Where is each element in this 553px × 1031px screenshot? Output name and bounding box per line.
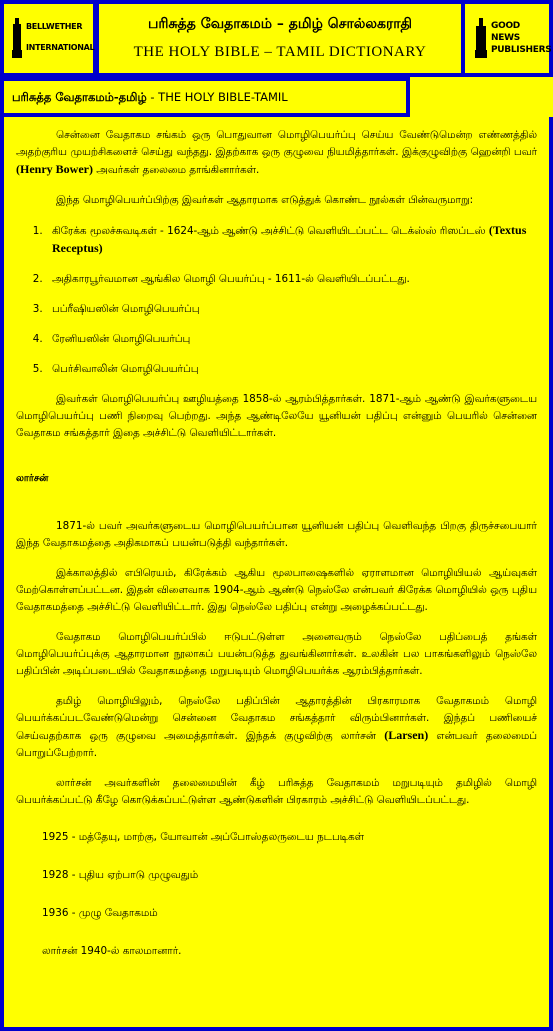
year-line: 1928 - புதிய ஏற்பாடு முழுவதும்: [42, 869, 199, 881]
list-item: 5. பெர்சிவாலின் மொழிபெயர்ப்பு: [46, 361, 537, 378]
good-news-logo: [465, 4, 552, 73]
title-box: [99, 4, 461, 73]
year-line: லார்சன் 1940-ல் காலமானார்.: [42, 945, 182, 957]
good-news-logo-icon: [475, 18, 487, 58]
content-frame: [0, 117, 553, 1031]
page-title-english: THE HOLY BIBLE – TAMIL DICTIONARY: [133, 44, 427, 60]
subtitle-tamil: பரிசுத்த வேதாகமம்-தமிழ்: [12, 90, 147, 104]
page-title-tamil: பரிசுத்த வேதாகமம் – தமிழ் சொல்லகராதி: [148, 16, 412, 32]
source-list: [16, 222, 537, 378]
english-term: (Larsen): [384, 728, 429, 742]
paragraph: சென்னை வேதாகம சங்கம் ஒரு பொதுவான மொழிபெயர்ப்பு செய்ய வேண்டுமென்ற எண்ணத்தில் அதற்குரிய முயற்சிகளைச் செய்து வந்தது. இதற்காக ஒரு குழுவை நியமித்தார்கள். இக்குழுவிற்கு ஹென்றி பவர் (Henry Bower) அவர்கள் தலைமை தாங்கினார்கள்.: [16, 129, 537, 176]
english-term: (Henry Bower): [16, 162, 93, 176]
logo-right-line1: GOOD NEWS: [491, 21, 520, 43]
subtitle-bar: [0, 77, 410, 117]
year-line: 1925 - மத்தேயு, மாற்கு, யோவான் அப்போஸ்தலருடைய நடபடிகள்: [42, 831, 364, 843]
bellwether-logo-icon: [12, 18, 22, 58]
paragraph: இக்காலத்தில் எபிரெயம், கிரேக்கம் ஆகிய மூலபாஷைகளில் ஏராளமான மொழியியல் ஆய்வுகள் மேற்கொள்ளப்பட்டன. இதன் விளைவாக 1904-ஆம் ஆண்டு நெஸ்லே என்பவர் கிரேக்க மொழியில் ஒரு புதிய வேதாகமத்தை அச்சிட்டு வெளியிட்டார். இது நெஸ்லே பதிப்பு என்று அழைக்கப்பட்டது.: [16, 567, 537, 613]
logo-left-line2: INTERNATIONAL: [26, 43, 95, 52]
paragraph: லார்சன் அவர்களின் தலைமையின் கீழ் பரிசுத்த வேதாகமம் மறுபடியும் தமிழில் மொழி பெயர்க்கப்பட்டு கீழே கொடுக்கப்பட்டுள்ள ஆண்டுகளின் பிரகாரம் அச்சிட்டு வெளியிடப்பட்டது.: [16, 777, 537, 806]
header-bar: [0, 0, 553, 77]
list-item: 1. கிரேக்க மூலச்சுவடிகள் - 1624-ஆம் ஆண்டு அச்சிட்டு வெளியிடப்பட்ட டெக்ஸ்ஸ் ரிஸப்டஸ் (Textus Receptus): [46, 222, 537, 258]
paragraph: இவர்கள் மொழிபெயர்ப்பு ஊழியத்தை 1858-ல் ஆரம்பித்தார்கள். 1871-ஆம் ஆண்டு இவர்களுடைய மொழிபெயர்ப்பு பணி நிறைவு பெற்றது. அந்த ஆண்டிலேயே யூனியன் பதிப்பு என்னும் பெயரில் சென்னை வேதாகம சங்கத்தார் இதை அச்சிட்டு வெளியிட்டார்கள்.: [16, 393, 537, 439]
paragraph: வேதாகம மொழிபெயர்ப்பில் ஈடுபட்டுள்ள அனைவரும் நெஸ்லே பதிப்பைத் தங்கள் மொழிபெயர்ப்புக்கு ஆதாரமான நூலாகப் பயன்படுத்த துவங்கினார்கள். உலகின் பல பாகங்களிலும் நெஸ்லே பதிப்பின் அடிப்படையில் வேதாகமத்தை மறுபடியும் மொழிபெயர்க்க ஆரம்பித்தார்கள்.: [16, 631, 537, 677]
subtitle-english: - THE HOLY BIBLE-TAMIL: [146, 90, 288, 104]
section-heading: லார்சன்: [16, 473, 49, 484]
paragraph: 1871-ல் பவர் அவர்களுடைய மொழிபெயர்ப்பான யூனியன் பதிப்பு வெளிவந்த பிறகு திருச்சபையார் இந்த வேதாகமத்தை அதிகமாகப் பயன்படுத்தி வந்தார்கள்.: [16, 520, 537, 549]
logo-right-line2: PUBLISHERS: [491, 45, 552, 55]
article-body: [4, 117, 549, 1027]
list-item: 2. அதிகாரபூர்வமான ஆங்கில மொழி பெயர்ப்பு - 1611-ல் வெளியிடப்பட்டது.: [46, 271, 537, 288]
year-line: 1936 - முழு வேதாகமம்: [42, 907, 158, 919]
list-item: 4. ரேனியஸின் மொழிபெயர்ப்பு: [46, 331, 537, 348]
bellwether-logo: [4, 4, 93, 73]
paragraph: இந்த மொழிபெயர்ப்பிற்கு இவர்கள் ஆதாரமாக எடுத்துக் கொண்ட நூல்கள் பின்வருமாறு:: [56, 194, 474, 206]
list-item: 3. பப்ரீஷியஸின் மொழிபெயர்ப்பு: [46, 301, 537, 318]
logo-left-line1: BELLWETHER: [26, 22, 83, 31]
english-term: (Textus Receptus): [52, 223, 527, 255]
paragraph: தமிழ் மொழியிலும், நெஸ்லே பதிப்பின் ஆதாரத்தின் பிரகாரமாக வேதாகமம் மொழி பெயர்க்கப்படவேண்டுமென்று சென்னை வேதாகம சங்கத்தார் விரும்பினார்கள். இந்தப் பணியைச் செய்வதற்காக ஒரு குழுவை அமைத்தார்கள். இந்தக் குழுவிற்கு லார்சன் (Larsen) என்பவர் தலைமைப் பொறுப்பேற்றார்.: [16, 695, 537, 759]
